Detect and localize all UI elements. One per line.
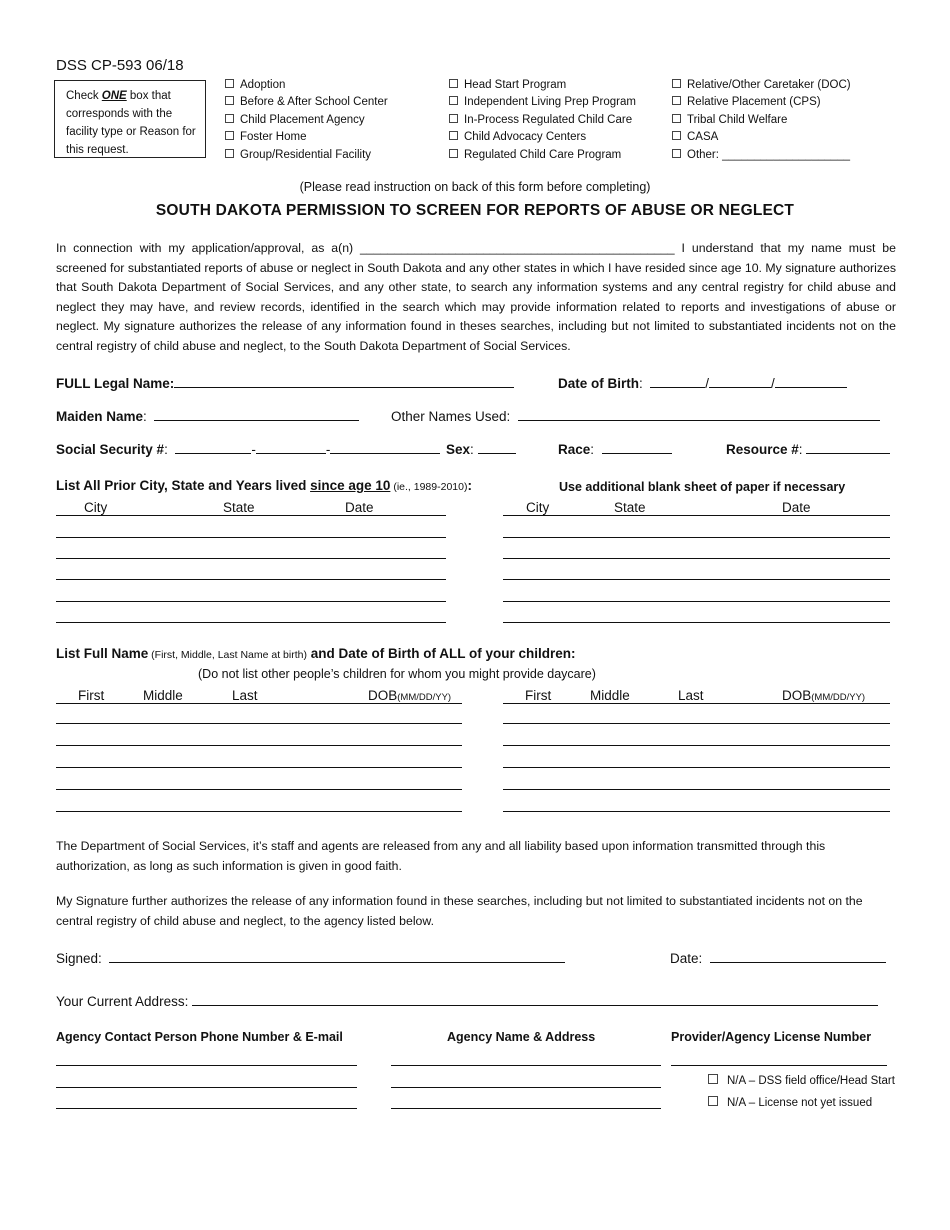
consent-paragraph: In connection with my application/approval, as a(n) ______________________________________________ I understand that my name must be screened for substantiated reports of abuse or neglect in South Dakota and any other states in which I have resided since age 10. My signature authorizes that South Dakota Department of Social Services, and any other state, to search any information systems and any central registry for child abuse and neglect they may have, and review records, identified in the search which may provide information related to reports and investigations of abuse or neglect. My signature authorizes the release of any information found in theses searches, including but not limited to substantiated incidents not on the central registry of child abuse and neglect, to the South Dakota Department of Social Services. [56, 241, 896, 353]
other-names-label: Other Names Used: [391, 409, 511, 424]
checkbox-note-post: box that corresponds with the facility type or Reason for this request. [66, 90, 196, 156]
address-label: Your Current Address: [56, 994, 189, 1009]
na-license-not-issued-option[interactable]: N/A – License not yet issued [708, 1096, 872, 1109]
resource-field[interactable]: Resource #: [726, 441, 890, 457]
residence-col-date-left: Date [345, 500, 374, 515]
license-number-line[interactable] [671, 1065, 887, 1066]
child-col-middle-right: Middle [590, 688, 630, 703]
facility-option[interactable]: CASA [672, 129, 851, 146]
agency-name-line[interactable] [391, 1065, 661, 1066]
facility-options-col2 [449, 77, 636, 164]
child-line-left[interactable] [56, 811, 462, 812]
residence-line-left[interactable] [56, 601, 446, 602]
full-legal-name-label: FULL Legal Name [56, 376, 170, 391]
residence-line-left[interactable] [56, 622, 446, 623]
child-col-dob-left: DOB(MM/DD/YY) [368, 688, 452, 703]
residence-line-left[interactable] [56, 537, 446, 538]
facility-option[interactable]: Before & After School Center [225, 94, 388, 111]
facility-option[interactable]: Relative Placement (CPS) [672, 94, 851, 111]
checkbox-icon[interactable] [672, 131, 681, 140]
race-label: Race [558, 442, 591, 457]
other-names-field[interactable] [391, 408, 880, 424]
signature-date-field[interactable] [670, 950, 886, 966]
residence-line-right[interactable] [503, 601, 890, 602]
signed-label: Signed: [56, 951, 102, 966]
facility-option[interactable]: Child Placement Agency [225, 112, 388, 129]
child-line-left[interactable] [56, 789, 462, 790]
child-col-middle-left: Middle [143, 688, 183, 703]
checkbox-icon[interactable] [225, 79, 234, 88]
date-label: Date: [670, 951, 703, 966]
checkbox-icon[interactable] [672, 149, 681, 158]
checkbox-icon[interactable] [449, 114, 458, 123]
child-line-right[interactable] [503, 745, 890, 746]
form-code: DSS CP-593 06/18 [56, 57, 184, 74]
residence-heading: List All Prior City, State and Years lived since age 10 (ie., 1989-2010): [56, 478, 472, 493]
checkbox-icon[interactable] [672, 79, 681, 88]
current-address-field[interactable] [56, 993, 878, 1009]
child-col-last-left: Last [232, 688, 258, 703]
release-paragraph: My Signature further authorizes the release of any information found in these searches, including but not limited to substantiated incidents not on the central registry of child abuse and neglect, to the agency listed below. [56, 894, 863, 928]
checkbox-icon[interactable] [708, 1074, 718, 1084]
facility-option[interactable]: Other: ____________________ [672, 147, 851, 164]
residence-col-date-right: Date [782, 500, 811, 515]
race-field[interactable]: Race: [558, 441, 672, 457]
children-header-rule-left [56, 703, 462, 704]
residence-line-right[interactable] [503, 558, 890, 559]
ssn-field[interactable]: Social Security #: - - [56, 441, 440, 457]
checkbox-icon[interactable] [708, 1096, 718, 1106]
children-note: (Do not list other people’s children for whom you might provide daycare) [198, 667, 596, 681]
residence-col-city-left: City [84, 500, 108, 515]
child-line-right[interactable] [503, 723, 890, 724]
checkbox-icon[interactable] [449, 79, 458, 88]
checkbox-icon[interactable] [225, 131, 234, 140]
child-col-dob-right: DOB(MM/DD/YY) [782, 688, 866, 703]
maiden-name-field[interactable]: Maiden Name: [56, 408, 359, 424]
facility-option[interactable]: Adoption [225, 77, 388, 94]
agency-contact-header: Agency Contact Person Phone Number & E-mail [56, 1030, 343, 1044]
full-legal-name-field[interactable]: FULL Legal Name: [56, 375, 514, 391]
checkbox-note-emphasis: ONE [101, 90, 127, 102]
residence-col-state-right: State [614, 500, 646, 515]
residence-line-right[interactable] [503, 579, 890, 580]
signature-field[interactable] [56, 950, 565, 966]
checkbox-icon[interactable] [449, 131, 458, 140]
date-of-birth-label: Date of Birth [558, 376, 639, 391]
sex-field[interactable]: Sex: [446, 441, 516, 457]
child-col-first-right: First [525, 688, 552, 703]
na-dss-field-office-option[interactable]: N/A – DSS field office/Head Start [708, 1074, 895, 1087]
facility-option[interactable]: Independent Living Prep Program [449, 94, 636, 111]
residence-header-rule-left [56, 515, 446, 516]
additional-sheet-note: Use additional blank sheet of paper if necessary [559, 480, 846, 494]
facility-option[interactable]: Foster Home [225, 129, 388, 146]
liability-paragraph: The Department of Social Services, it’s staff and agents are released from any and all liability based upon information transmitted through this authorization, as long as such information is given in good faith. [56, 839, 826, 873]
sex-label: Sex [446, 442, 471, 457]
child-col-first-left: First [78, 688, 105, 703]
date-of-birth-field[interactable]: Date of Birth: / / [558, 375, 847, 391]
residence-col-state-left: State [223, 500, 255, 515]
resource-label: Resource # [726, 442, 799, 457]
agency-contact-line[interactable] [56, 1065, 357, 1066]
checkbox-icon[interactable] [672, 96, 681, 105]
residence-col-city-right: City [526, 500, 550, 515]
facility-option[interactable]: Group/Residential Facility [225, 147, 388, 164]
child-line-left[interactable] [56, 723, 462, 724]
ssn-label: Social Security # [56, 442, 165, 457]
facility-options-col3 [672, 77, 851, 164]
child-line-right[interactable] [503, 767, 890, 768]
facility-option[interactable]: Child Advocacy Centers [449, 129, 636, 146]
maiden-name-label: Maiden Name [56, 409, 144, 424]
facility-options-col1 [225, 77, 388, 164]
checkbox-note-pre: Check [66, 90, 102, 102]
child-col-last-right: Last [678, 688, 704, 703]
agency-contact-line[interactable] [56, 1087, 357, 1088]
residence-line-left[interactable] [56, 558, 446, 559]
agency-contact-line[interactable] [56, 1108, 357, 1109]
agency-name-line[interactable] [391, 1087, 661, 1088]
instruction-note: (Please read instruction on back of this form before completing) [299, 180, 651, 194]
child-line-left[interactable] [56, 767, 462, 768]
residence-line-left[interactable] [56, 579, 446, 580]
facility-option[interactable]: Regulated Child Care Program [449, 147, 636, 164]
checkbox-icon[interactable] [449, 149, 458, 158]
residence-header-rule-right [503, 515, 890, 516]
page-title: SOUTH DAKOTA PERMISSION TO SCREEN FOR REPORTS OF ABUSE OR NEGLECT [155, 202, 795, 219]
license-number-header: Provider/Agency License Number [671, 1030, 872, 1044]
checkbox-icon[interactable] [672, 114, 681, 123]
residence-line-right[interactable] [503, 622, 890, 623]
child-line-right[interactable] [503, 811, 890, 812]
facility-option[interactable]: Tribal Child Welfare [672, 112, 851, 129]
facility-option[interactable]: In-Process Regulated Child Care [449, 112, 636, 129]
children-heading: List Full Name (First, Middle, Last Name at birth) and Date of Birth of ALL of your children: [56, 646, 576, 661]
facility-option[interactable]: Head Start Program [449, 77, 636, 94]
agency-name-line[interactable] [391, 1108, 661, 1109]
checkbox-icon[interactable] [225, 149, 234, 158]
checkbox-icon[interactable] [225, 96, 234, 105]
checkbox-icon[interactable] [449, 96, 458, 105]
facility-option[interactable]: Relative/Other Caretaker (DOC) [672, 77, 851, 94]
residence-line-right[interactable] [503, 537, 890, 538]
child-line-left[interactable] [56, 745, 462, 746]
children-header-rule-right [503, 703, 890, 704]
checkbox-icon[interactable] [225, 114, 234, 123]
checkbox-instruction-box [54, 80, 206, 158]
agency-name-header: Agency Name & Address [447, 1030, 596, 1044]
child-line-right[interactable] [503, 789, 890, 790]
